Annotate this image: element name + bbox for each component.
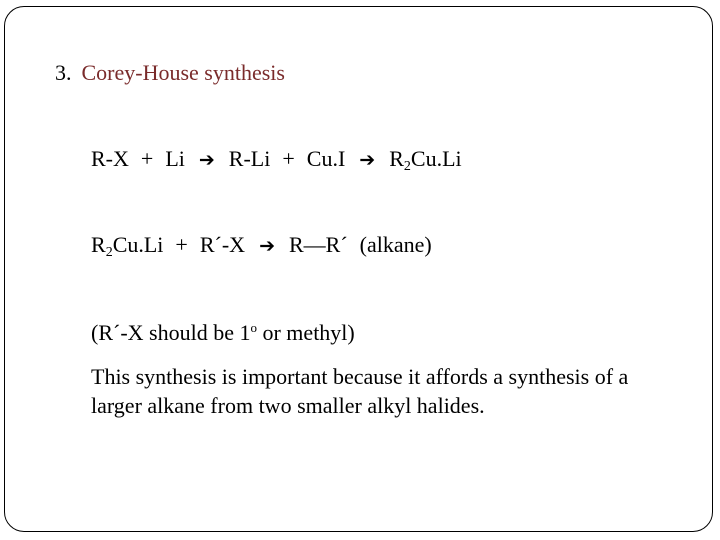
eq2-reactant-cuprate: $R_2Cu.Li$ [91, 232, 164, 260]
eq1-plus-sign-2: + [282, 146, 295, 171]
reaction-equation-1 [91, 144, 462, 175]
eq1-reactant-lithium: Li [165, 146, 185, 171]
eq2-plus-sign: + [175, 232, 188, 257]
eq1-product-cuprate: $R_2Cu.Li$ [389, 146, 462, 174]
reaction-arrow-icon: ➔ [198, 149, 215, 171]
eq2-product-alkane: R—R´ [288, 232, 348, 257]
heading-number: 3. [55, 60, 72, 85]
degree-superscript: o [250, 320, 257, 335]
eq2-reactant-alkyl-halide: R´-X [199, 232, 246, 257]
reaction-equation-2 [91, 230, 432, 261]
eq2-product-label: (alkane) [359, 232, 432, 257]
heading-title: Corey-House synthesis [81, 60, 285, 85]
eq1-reactant-alkyl-halide: R-X [91, 146, 129, 171]
eq1-copper-iodide: Cu.I [306, 146, 346, 171]
eq1-plus-sign: + [140, 146, 154, 171]
condition-note: (R´-X should be 1$^o$ or methyl) [91, 320, 355, 345]
reaction-arrow-icon: ➔ [259, 235, 275, 257]
eq1-alkyllithium: R-Li [228, 146, 271, 171]
explanation-paragraph: This synthesis is important because it affords a synthesis of a larger alkane from two smaller alkyl halides. [91, 364, 629, 418]
reaction-arrow-icon: ➔ [359, 149, 376, 171]
slide-heading [55, 58, 285, 88]
